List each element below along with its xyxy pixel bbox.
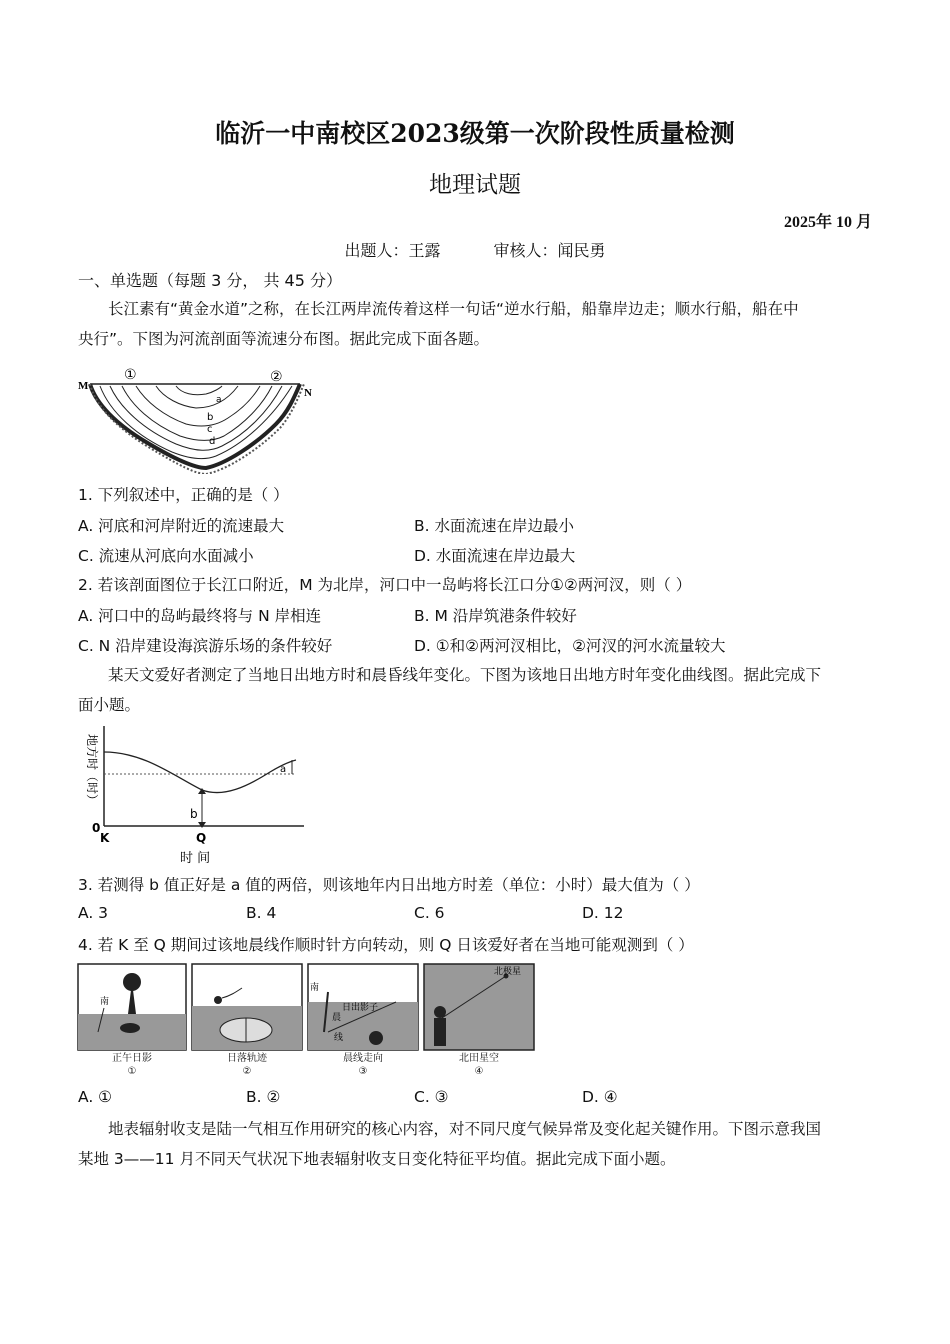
q4-option-d[interactable]: D. ④ (582, 1088, 618, 1106)
isoline-a (136, 386, 260, 426)
section-heading: 一、单选题（每题 3 分， 共 45 分） (78, 271, 342, 290)
panel-3-num: ③ (358, 1066, 368, 1077)
q4-stem: 4. 若 K 至 Q 期间过该地晨线作顺时针方向转动，则 Q 日该爱好者在当地可能观测到（ ） (78, 936, 694, 954)
q4-option-a[interactable]: A. ① (78, 1088, 113, 1106)
panel-4-caption (424, 1052, 534, 1078)
q4-option-b[interactable]: B. ② (246, 1088, 281, 1106)
sunrise-curve-figure (74, 722, 314, 868)
panel-1-shadow (120, 1023, 140, 1033)
q2-option-b[interactable]: B. M 沿岸筑港条件较好 (414, 607, 577, 625)
bank-n-label: N (304, 387, 312, 399)
q2-option-d[interactable]: D. ①和②两河汊相比，②河汊的河水流量较大 (414, 637, 726, 655)
label-b: b (207, 412, 214, 423)
label-a: a (216, 395, 222, 405)
panel-4-caption-text: 北田星空 (459, 1053, 499, 1064)
panel-2-sun (214, 996, 222, 1004)
panel-1-tree-crown (123, 973, 141, 991)
label-b: b (190, 807, 198, 821)
q1-option-d[interactable]: D. 水面流速在岸边最大 (414, 547, 576, 565)
q3-option-d[interactable]: D. 12 (582, 904, 624, 922)
panel-3-label: 南 (310, 983, 320, 993)
isoline-b (122, 386, 272, 441)
b-arrowhead (198, 822, 206, 828)
q2-option-c[interactable]: C. N 沿岸建设海滨游乐场的条件较好 (78, 637, 333, 655)
author: 出题人：王露 (344, 241, 441, 260)
q-label: Q (196, 831, 207, 845)
q3-stem: 3. 若测得 b 值正好是 a 值的两倍，则该地年内日出地方时差（单位：小时）最大值为（ ） (78, 876, 700, 894)
sunrise-curve (104, 752, 296, 793)
reviewer: 审核人：闻民勇 (493, 241, 606, 260)
panel-2-caption-text: 日落轨迹 (227, 1053, 267, 1064)
q3-option-b[interactable]: B. 4 (246, 904, 277, 922)
river-profile-figure (76, 364, 316, 474)
label-d: d (209, 436, 216, 447)
panel-1-caption (78, 1052, 186, 1078)
mark-2: ② (270, 369, 283, 385)
k-label: K (100, 831, 110, 845)
passage3-line1: 地表辐射收支是陆一气相互作用研究的核心内容，对不同尺度气候异常及变化起关键作用。下图示意我国 (108, 1120, 822, 1138)
q2-stem: 2. 若该剖面图位于长江口附近，M 为北岸，河口中一岛屿将长江口分①②两河汊，则（ ） (78, 576, 692, 594)
panel-1-caption-text: 正午日影 (112, 1053, 152, 1064)
panel-1-label: 南 (100, 997, 110, 1007)
passage3-line2: 某地 3——11 月不同天气状况下地表辐射收支日变化特征平均值。据此完成下面小题。 (78, 1150, 676, 1168)
label-c: c (207, 424, 213, 435)
panel-4-label: 北极星 (494, 967, 522, 977)
panel-3-extra2: 晨 (332, 1013, 342, 1023)
panel-1-num: ① (127, 1066, 137, 1077)
y-axis-label: 地方时（时） (85, 734, 99, 807)
passage1-line2: 央行”。下图为河流剖面等流速分布图。据此完成下面各题。 (78, 330, 490, 348)
panel-3-figure (369, 1031, 383, 1045)
mark-1: ① (124, 367, 137, 383)
q4-panels (76, 962, 536, 1080)
q1-option-a[interactable]: A. 河底和河岸附近的流速最大 (78, 517, 285, 535)
q3-option-c[interactable]: C. 6 (414, 904, 445, 922)
q1-option-b[interactable]: B. 水面流速在岸边最小 (414, 517, 574, 535)
panel-4-num: ④ (474, 1066, 484, 1077)
passage1-line1: 长江素有“黄金水道”之称，在长江两岸流传着这样一句话“逆水行船，船靠岸边走；顺水行船，船在中 (108, 300, 799, 318)
panel-2-num: ② (242, 1066, 252, 1077)
isoline-core (156, 386, 238, 408)
subject-title: 地理试题 (429, 172, 521, 198)
passage2-line2: 面小题。 (78, 696, 141, 714)
q1-stem: 1. 下列叙述中，正确的是（ ） (78, 486, 289, 504)
author-line (0, 238, 950, 261)
passage2-line1: 某天文爱好者测定了当地日出地方时和晨昏线年变化。下图为该地日出地方时年变化曲线图。据此完成下 (108, 666, 822, 684)
label-a: a (280, 764, 287, 775)
origin-label: 0 (92, 821, 101, 835)
x-axis-label: 时 间 (180, 851, 211, 866)
page-title: 临沂一中南校区2023级第一次阶段性质量检测 (215, 119, 735, 148)
panel-4-observer-head (434, 1006, 446, 1018)
isoline-inner (176, 386, 222, 395)
q3-option-a[interactable]: A. 3 (78, 904, 109, 922)
panel-3-extra3: 线 (334, 1033, 344, 1043)
q4-option-c[interactable]: C. ③ (414, 1088, 449, 1106)
q2-option-a[interactable]: A. 河口中的岛屿最终将与 N 岸相连 (78, 607, 322, 625)
bank-m-label: M (78, 380, 89, 392)
panel-3-caption (308, 1052, 418, 1078)
panel-3-extra: 日出影子 (342, 1003, 379, 1013)
panel-2-caption (192, 1052, 302, 1078)
panel-3-caption-text: 晨线走向 (343, 1053, 383, 1064)
q1-option-c[interactable]: C. 流速从河底向水面减小 (78, 547, 254, 565)
exam-date: 2025年 10 月 (783, 214, 872, 231)
panel-4-observer-body (434, 1018, 446, 1046)
